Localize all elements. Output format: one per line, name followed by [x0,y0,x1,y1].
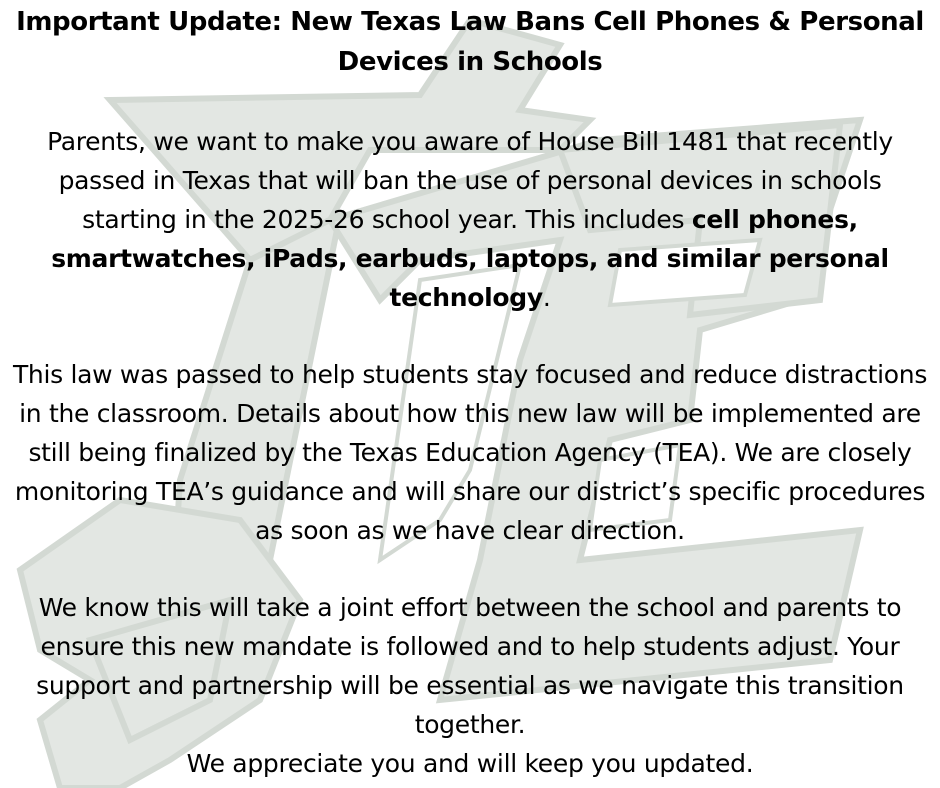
paragraph-law-purpose: This law was passed to help students stay focused and reduce distractions in the classroom. Details about how this new law will be implemented are still being finalized by the Texas Education Agency (TEA). We are closely monitoring TEA’s guidance and will share our district’s specific procedures as soon as we have clear direction. [12,360,928,545]
paragraph-house-bill-end: . [542,283,551,312]
paragraph-joint-effort: We know this will take a joint effort between the school and parents to ensure this new mandate is followed and to help students adjust. Your support and partnership will be essential as we navigate this transition together. [36,593,904,739]
announcement-content [10,0,930,783]
banned-devices-list: cell phones, smartwatches, iPads, earbuds, laptops, and similar personal technology [51,205,889,312]
closing-line: We appreciate you and will keep you updated. [186,749,754,778]
paragraph-house-bill [10,122,930,317]
paragraph-house-bill-intro: Parents, we want to make you aware of House Bill 1481 that recently passed in Texas that will ban the use of personal devices in schools starting in the 2025-26 school year. This includes [47,127,893,234]
page-title: Important Update: New Texas Law Bans Cell Phones & Personal Devices in Schools [16,7,924,77]
